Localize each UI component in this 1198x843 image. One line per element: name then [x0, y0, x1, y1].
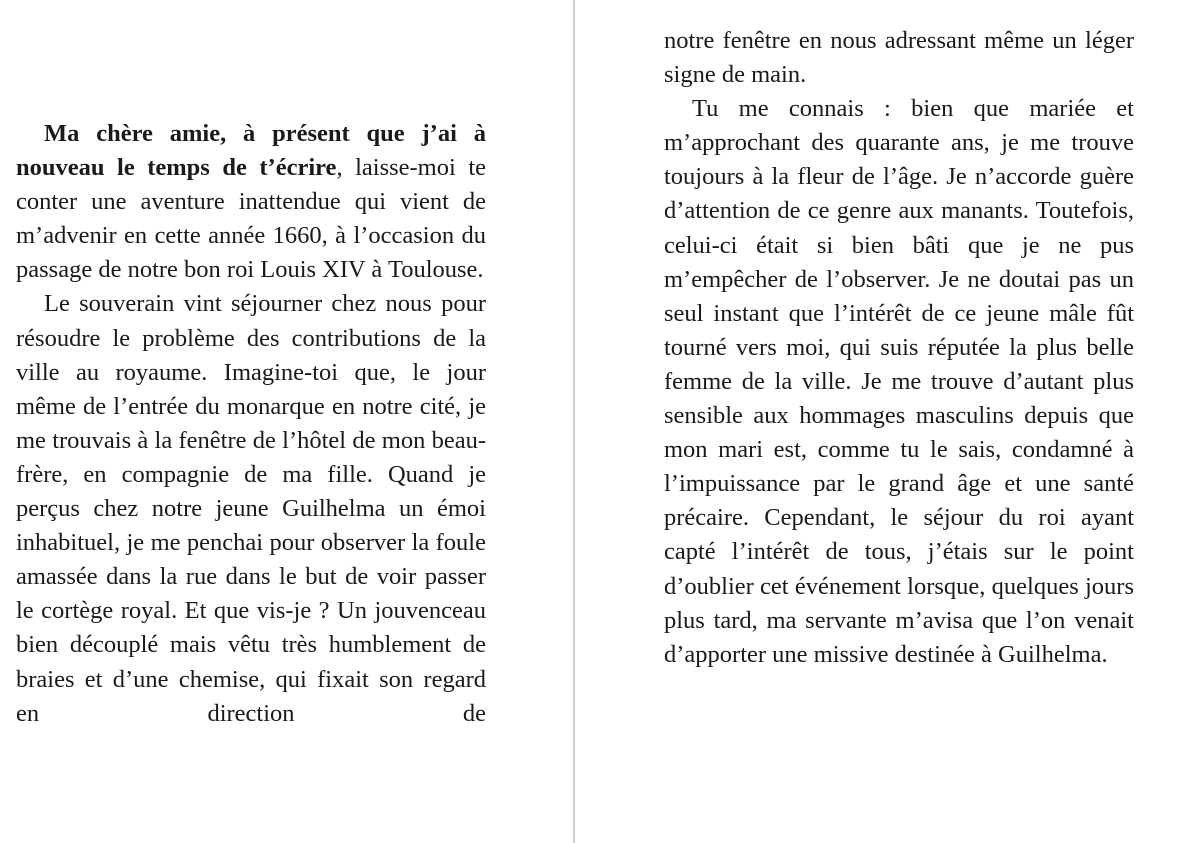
paragraph-continuation: notre fenêtre en nous adressant même un léger signe de main. — [664, 27, 1134, 89]
right-page — [664, 24, 1134, 672]
opening-text: , laisse-moi te conter une aventure inattendue qui vient de m’advenir en cette année 1660, à l’occasion du passage de notre bon roi Louis XIV à Toulouse. — [16, 154, 486, 284]
paragraph-opening — [16, 117, 486, 287]
page-divider — [573, 0, 575, 843]
paragraph-tu-me-connais: Tu me connais : bien que mariée et m’approchant des quarante ans, je me trouve toujours à la fleur de l’âge. Je n’accorde guère d’attention de ce genre aux manants. Toutefois, celui-ci était si bien bâti que je ne pus m’empêcher de l’observer. Je ne doutai pas un seul instant que l’intérêt de ce jeune mâle fût tourné vers moi, qui suis réputée la plus belle femme de la ville. Je me trouve d’autant plus sensible aux hommages masculins depuis que mon mari est, comme tu le sais, condamné à l’impuissance par le grand âge et une santé précaire. Cependant, le séjour du roi ayant capté l’intérêt de tous, j’étais sur le point d’oublier cet événement lorsque, quelques jours plus tard, ma servante m’avisa que l’on venait d’apporter une missive destinée à Guilhelma. — [664, 95, 1134, 668]
opening-bold-lead: Ma chère amie, à présent que j’ai à nouveau le temps de t’écrire — [16, 120, 486, 182]
left-page — [16, 117, 486, 731]
paragraph-sovereign: Le souverain vint séjourner chez nous pour résoudre le problème des contributions de la ville au royaume. Imagine-toi que, le jour même de l’entrée du monarque en notre cité, je me trouvais à la fenêtre de l’hôtel de mon beau-frère, en compagnie de ma fille. Quand je perçus chez notre jeune Guilhelma un émoi inhabituel, je me penchai pour observer la foule amassée dans la rue dans le but de voir passer le cortège royal. Et que vis-je ? Un jouvenceau bien découplé mais vêtu très humblement de braies et d’une chemise, qui fixait son regard en direction de — [16, 290, 486, 727]
